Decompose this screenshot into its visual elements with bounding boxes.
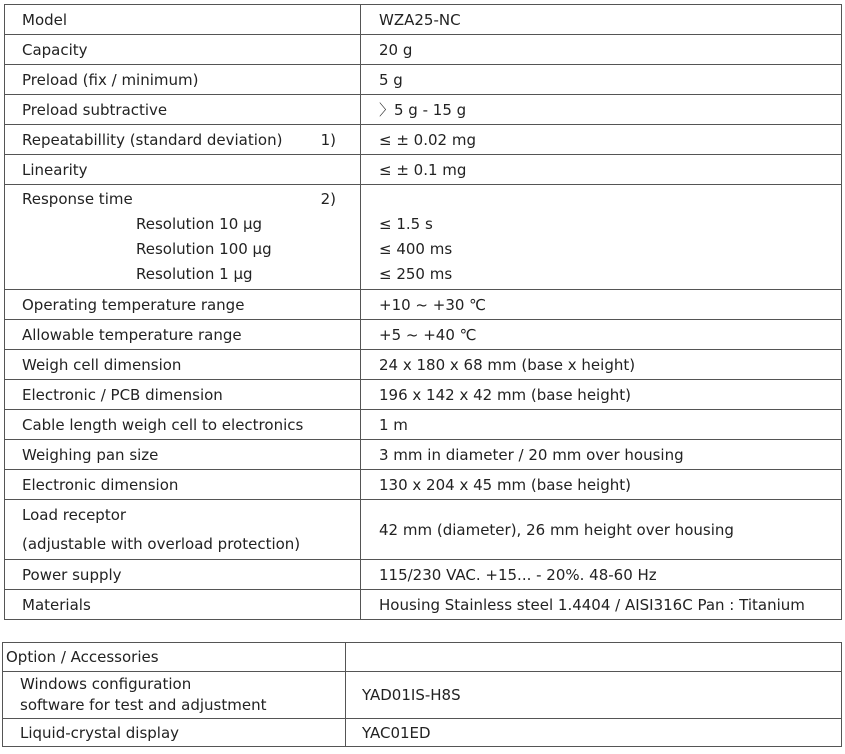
- option-label: Windows configuration: [20, 675, 192, 693]
- spec-value: 196 x 142 x 42 mm (base height): [361, 380, 842, 410]
- spec-label: Load receptor: [22, 505, 127, 524]
- spec-value: +5 ~ +40 ℃: [361, 320, 842, 350]
- spec-value: 24 x 180 x 68 mm (base x height): [361, 350, 842, 380]
- spec-value: ≤ ± 0.02 mg: [361, 125, 842, 155]
- spec-row-model: [5, 5, 842, 35]
- options-row-display: [3, 719, 842, 747]
- spec-row-operating-temp: [5, 290, 842, 320]
- spec-row-pcb-dimension: [5, 380, 842, 410]
- spec-value: ≤ ± 0.1 mg: [361, 155, 842, 185]
- spec-value: 115/230 VAC. +15... - 20%. 48-60 Hz: [361, 560, 842, 590]
- spec-value: 1 m: [361, 410, 842, 440]
- option-value: YAC01ED: [346, 719, 842, 747]
- spec-label: Weighing pan size: [5, 440, 361, 470]
- spec-value: Housing Stainless steel 1.4404 / AISI316C Pan : Titanium: [361, 590, 842, 620]
- options-row-software: [3, 672, 842, 719]
- spec-value: 20 g: [361, 35, 842, 65]
- spec-row-capacity: [5, 35, 842, 65]
- spec-row-allowable-temp: [5, 320, 842, 350]
- spec-value: WZA25-NC: [361, 5, 842, 35]
- spec-row-response-time: [5, 185, 842, 290]
- spec-label: Electronic / PCB dimension: [5, 380, 361, 410]
- spec-value: 〉5 g - 15 g: [361, 95, 842, 125]
- spec-row-weigh-cell-dimension: [5, 350, 842, 380]
- spec-value: 130 x 204 x 45 mm (base height): [361, 470, 842, 500]
- spec-table: [4, 4, 842, 620]
- label-with-note: [22, 131, 360, 149]
- resolution-label: Resolution 100 μg: [136, 240, 272, 258]
- response-value: ≤ 1.5 s: [379, 215, 433, 233]
- options-table: [2, 642, 842, 747]
- response-value: ≤ 250 ms: [379, 265, 453, 283]
- spec-label: Operating temperature range: [5, 290, 361, 320]
- footnote-marker: 2): [320, 190, 336, 208]
- spec-row-linearity: [5, 155, 842, 185]
- spec-label: Weigh cell dimension: [5, 350, 361, 380]
- spec-row-pan-size: [5, 440, 842, 470]
- spec-label-cell: [5, 185, 361, 290]
- spec-label: Preload (fix / minimum): [5, 65, 361, 95]
- spec-label: Linearity: [5, 155, 361, 185]
- footnote-marker: 1): [320, 130, 336, 149]
- spec-value: 5 g: [361, 65, 842, 95]
- options-title: Option / Accessories: [3, 643, 346, 672]
- option-label: software for test and adjustment: [20, 696, 267, 714]
- spec-label: Power supply: [5, 560, 361, 590]
- spec-row-power-supply: [5, 560, 842, 590]
- spec-label: Capacity: [5, 35, 361, 65]
- options-header-blank: [346, 643, 842, 672]
- spec-value: 42 mm (diameter), 26 mm height over housing: [361, 500, 842, 560]
- spec-label: Preload subtractive: [5, 95, 361, 125]
- spec-value-cell: [361, 185, 842, 290]
- spec-row-cable-length: [5, 410, 842, 440]
- spec-row-electronic-dimension: [5, 470, 842, 500]
- option-value: YAD01IS-H8S: [346, 672, 842, 719]
- spec-label: Materials: [5, 590, 361, 620]
- spec-row-preload-subtractive: [5, 95, 842, 125]
- label-with-note: [22, 185, 360, 212]
- response-value: ≤ 400 ms: [379, 240, 453, 258]
- spec-value: +10 ~ +30 ℃: [361, 290, 842, 320]
- spec-label: (adjustable with overload protection): [22, 534, 301, 553]
- options-header-row: [3, 643, 842, 672]
- option-label-cell: [3, 672, 346, 719]
- spec-row-materials: [5, 590, 842, 620]
- resolution-label: Resolution 10 μg: [136, 215, 263, 233]
- spec-label: Model: [5, 5, 361, 35]
- resolution-label: Resolution 1 μg: [136, 265, 253, 283]
- spec-value: 3 mm in diameter / 20 mm over housing: [361, 440, 842, 470]
- option-label: Liquid-crystal display: [3, 719, 346, 747]
- spec-label: Cable length weigh cell to electronics: [5, 410, 361, 440]
- spec-row-preload: [5, 65, 842, 95]
- spec-label: Response time: [22, 190, 133, 208]
- spec-row-repeatability: [5, 125, 842, 155]
- spec-label-cell: [5, 500, 361, 560]
- spec-label-cell: [5, 125, 361, 155]
- spec-label: Allowable temperature range: [5, 320, 361, 350]
- spec-label: Repeatabillity (standard deviation): [22, 130, 283, 149]
- spec-row-load-receptor: [5, 500, 842, 560]
- spec-label: Electronic dimension: [5, 470, 361, 500]
